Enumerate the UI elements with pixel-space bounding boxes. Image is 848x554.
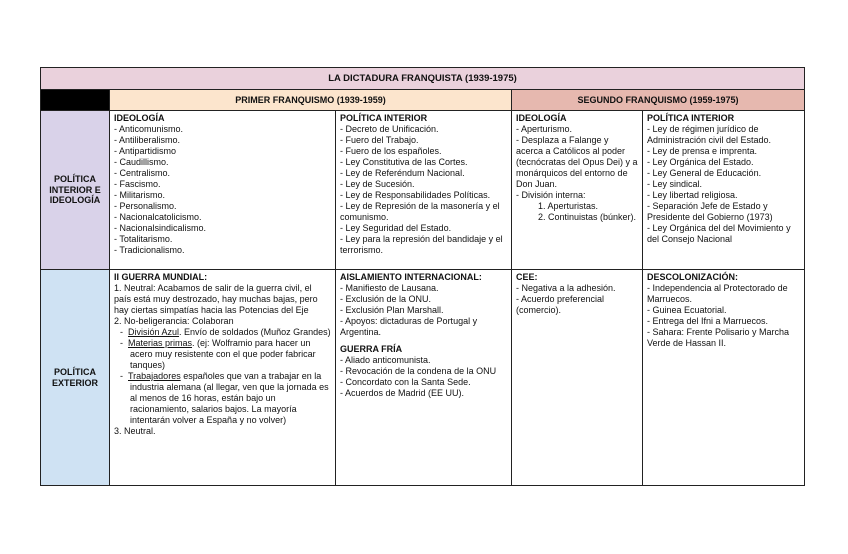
row-header-line: POLÍTICA bbox=[54, 174, 96, 185]
row-header-line: POLÍTICA bbox=[54, 367, 96, 377]
list-item: - Fascismo. bbox=[114, 179, 161, 189]
list-item: - Caudillismo. bbox=[114, 157, 169, 167]
list-item: - Negativa a la adhesión. bbox=[516, 283, 616, 293]
list-item: - Ley de Represión de la masonería y el comunismo. bbox=[340, 201, 500, 222]
list-item: - Decreto de Unificación. bbox=[340, 124, 439, 134]
list-item: - Ley General de Educación. bbox=[647, 168, 762, 178]
list-item: - Guinea Ecuatorial. bbox=[647, 305, 727, 315]
cell-p2-cee bbox=[512, 270, 643, 486]
row-header-line: IDEOLOGÍA bbox=[49, 195, 101, 206]
list-item: - Desplaza a Falange y acerca a Católicos al poder (tecnócratas del Opus Dei) y a monárquicos del entorno de Don Juan. bbox=[516, 135, 638, 189]
table-title: LA DICTADURA FRANQUISTA (1939-1975) bbox=[41, 68, 805, 90]
list-item: - Acuerdos de Madrid (EE UU). bbox=[340, 388, 465, 398]
sub-item-text: . Envío de soldados (Muñoz Grandes) bbox=[179, 327, 331, 337]
sub-list-item: - División Azul. Envío de soldados (Muñoz Grandes) bbox=[120, 327, 331, 337]
list-item: - Separación Jefe de Estado y Presidente del Gobierno (1973) bbox=[647, 201, 773, 222]
list-item: - Ley libertad religiosa. bbox=[647, 190, 738, 200]
sub-list-item: - Materias primas. (ej: Wolframio para hacer un acero muy resistente con el que poder fabricar tanques) bbox=[120, 338, 316, 370]
row-header-interior bbox=[41, 111, 110, 270]
row-header-exterior bbox=[41, 270, 110, 486]
list-item: 1. Neutral: Acabamos de salir de la guerra civil, el país está muy destrozado, hay muchas bajas, pero hay ciertas simpatías hacia las Potencias del Eje bbox=[114, 283, 318, 315]
list-item: - Fuero del Trabajo. bbox=[340, 135, 419, 145]
list-item: - Militarismo. bbox=[114, 190, 165, 200]
list-item: - Ley de prensa e imprenta. bbox=[647, 146, 758, 156]
sub-item-text: . (ej: Wolframio para hacer un acero muy resistente con el que poder fabricar tanques) bbox=[130, 338, 316, 370]
list-item: - Revocación de la condena de la ONU bbox=[340, 366, 497, 376]
list-item: - Ley de Sucesión. bbox=[340, 179, 415, 189]
cell-heading: AISLAMIENTO INTERNACIONAL: bbox=[340, 272, 482, 282]
underlined-term: Trabajadores bbox=[128, 371, 181, 381]
list-item: - Concordato con la Santa Sede. bbox=[340, 377, 471, 387]
franquismo-table bbox=[40, 67, 805, 486]
underlined-term: Materias primas bbox=[128, 338, 193, 348]
cell-p1-politica-interior bbox=[336, 111, 512, 270]
cell-heading: CEE: bbox=[516, 272, 538, 282]
list-item: - Aperturismo. bbox=[516, 124, 573, 134]
sub-list-item: - Trabajadores españoles que van a trabajar en la industria alemana (al llegar, ven que la jornada es al menos de 16 horas, están bajo un racionamiento, salarios bajos. La mayoría intentarán volver a España y no volver) bbox=[120, 371, 329, 425]
list-item: - Ley sindical. bbox=[647, 179, 703, 189]
period-primer-franquismo: PRIMER FRANQUISMO (1939-1959) bbox=[110, 90, 512, 111]
row-header-line: EXTERIOR bbox=[51, 377, 98, 388]
row-header-line: INTERIOR E bbox=[49, 184, 101, 195]
list-item: - Ley de Responsabilidades Políticas. bbox=[340, 190, 491, 200]
list-item: - Ley Orgánica del del Movimiento y del Consejo Nacional bbox=[647, 223, 791, 244]
list-item: - Ley Orgánica del Estado. bbox=[647, 157, 754, 167]
list-item: - Aliado anticomunista. bbox=[340, 355, 431, 365]
list-item: - Manifiesto de Lausana. bbox=[340, 283, 439, 293]
sub-item-text: españoles que van a trabajar en la industria alemana (al llegar, ven que la jornada es al menos de 16 horas, están bajo un racionamiento, salarios bajos. La mayoría intentarán volver a España y no volver) bbox=[130, 371, 329, 425]
cell-heading: GUERRA FRÍA bbox=[340, 344, 403, 354]
list-item: - Centralismo. bbox=[114, 168, 171, 178]
list-item: - Personalismo. bbox=[114, 201, 177, 211]
list-item: - Antipartidismo bbox=[114, 146, 177, 156]
list-item: - Nacionalsindicalismo. bbox=[114, 223, 207, 233]
list-item: - Ley Constitutiva de las Cortes. bbox=[340, 157, 468, 167]
list-item: - Anticomunismo. bbox=[114, 124, 184, 134]
list-item: - Entrega del Ifni a Marruecos. bbox=[647, 316, 769, 326]
cell-p1-guerra-mundial bbox=[110, 270, 336, 486]
cell-heading: DESCOLONIZACIÓN: bbox=[647, 272, 738, 282]
cell-heading: POLÍTICA INTERIOR bbox=[647, 113, 735, 123]
cell-p1-ideologia bbox=[110, 111, 336, 270]
list-item: - Sahara: Frente Polisario y Marcha Verde de Hassan II. bbox=[647, 327, 790, 348]
list-item: 2. No-beligerancia: Colaboran bbox=[114, 316, 234, 326]
cell-heading: POLÍTICA INTERIOR bbox=[340, 113, 428, 123]
cell-heading: II GUERRA MUNDIAL: bbox=[114, 272, 208, 282]
cell-p2-ideologia bbox=[512, 111, 643, 270]
list-item: - División interna: bbox=[516, 190, 586, 200]
cell-p2-descolonizacion bbox=[643, 270, 805, 486]
list-item: - Acuerdo preferencial (comercio). bbox=[516, 294, 605, 315]
list-item: 3. Neutral. bbox=[114, 426, 156, 436]
list-item: - Independencia al Protectorado de Marruecos. bbox=[647, 283, 788, 304]
sub-list-item: 2. Continuistas (búnker). bbox=[538, 212, 637, 222]
cell-p2-politica-interior bbox=[643, 111, 805, 270]
list-item: - Ley de Referéndum Nacional. bbox=[340, 168, 465, 178]
corner-cell bbox=[41, 90, 110, 111]
list-item: - Totalitarismo. bbox=[114, 234, 173, 244]
list-item: - Ley para la represión del bandidaje y el terrorismo. bbox=[340, 234, 503, 255]
underlined-term: División Azul bbox=[128, 327, 180, 337]
list-item: - Apoyos: dictaduras de Portugal y Argentina. bbox=[340, 316, 478, 337]
list-item: - Exclusión Plan Marshall. bbox=[340, 305, 444, 315]
cell-heading: IDEOLOGÍA bbox=[114, 113, 165, 123]
cell-heading: IDEOLOGÍA bbox=[516, 113, 567, 123]
sub-list-item: 1. Aperturistas. bbox=[538, 201, 599, 211]
list-item: - Antiliberalismo. bbox=[114, 135, 181, 145]
list-item: - Tradicionalismo. bbox=[114, 245, 185, 255]
list-item: - Ley Seguridad del Estado. bbox=[340, 223, 452, 233]
period-segundo-franquismo: SEGUNDO FRANQUISMO (1959-1975) bbox=[512, 90, 805, 111]
list-item: - Nacionalcatolicismo. bbox=[114, 212, 202, 222]
list-item: - Exclusión de la ONU. bbox=[340, 294, 432, 304]
list-item: - Ley de régimen jurídico de Administración civil del Estado. bbox=[647, 124, 772, 145]
cell-p1-aislamiento bbox=[336, 270, 512, 486]
list-item: - Fuero de los españoles. bbox=[340, 146, 442, 156]
